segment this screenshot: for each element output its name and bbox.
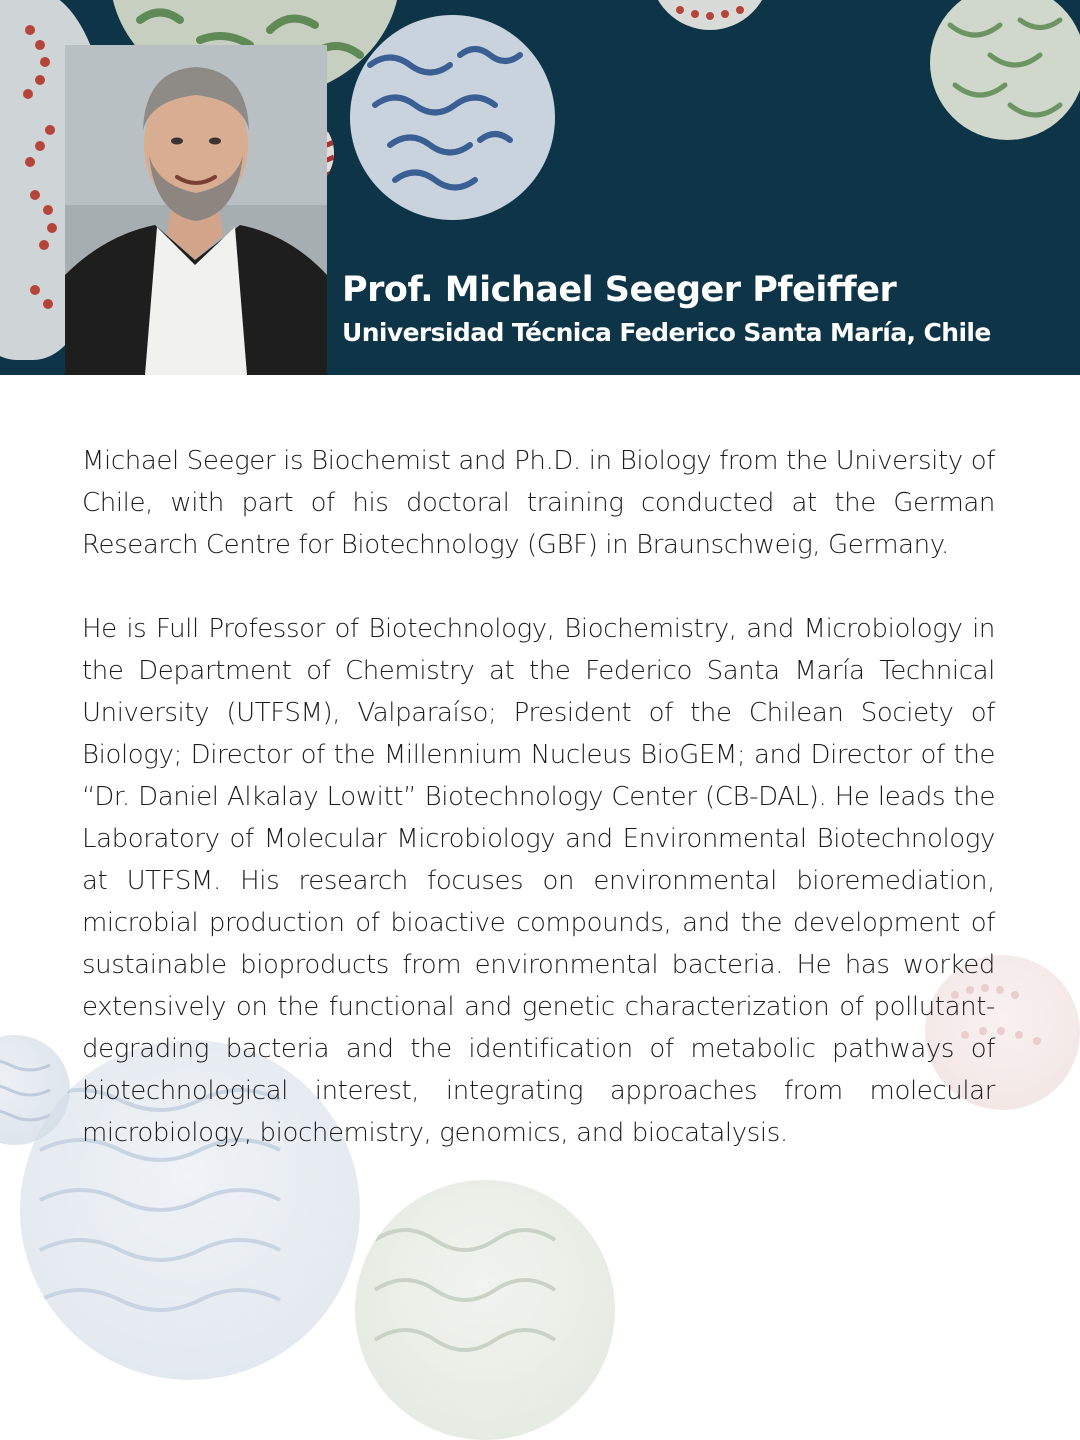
microbe-bubble-red-small-top-icon xyxy=(650,0,770,30)
speaker-name: Prof. Michael Seeger Pfeiffer xyxy=(342,270,897,310)
speaker-affiliation: Universidad Técnica Federico Santa María, Chile xyxy=(342,318,991,347)
deco-bubble-bottom-center xyxy=(355,1180,615,1440)
speaker-bio xyxy=(82,440,995,1196)
bio-paragraph-education: Michael Seeger is Biochemist and Ph.D. in Biology from the University of Chile, with part of his doctoral training conducted at the German Research Centre for Biotechnology (GBF) in Braunschweig, Germany. xyxy=(82,446,995,560)
microbe-bubble-blue-center-icon xyxy=(350,15,555,220)
speaker-portrait-photo xyxy=(65,45,327,375)
speaker-header xyxy=(0,0,1080,375)
microbe-bubble-green-right-icon xyxy=(930,0,1080,140)
bio-paragraph-career: He is Full Professor of Biotechnology, Biochemistry, and Microbiology in the Department of Chemistry at the Federico Santa María Technical University (UTFSM), Valparaíso; President of the Chilean Society of Biology; Director of the Millennium Nucleus BioGEM; and Director of the “Dr. Daniel Alkalay Lowitt” Biotechnology Center (CB-DAL). He leads the Laboratory of Molecular Microbiology and Environmental Biotechnology at UTFSM. His research focuses on environmental bioremediation, microbial production of bioactive compounds, and the development of sustainable bioproducts from environmental bacteria. He has worked extensively on the functional and genetic characterization of pollutant-degrading bacteria and the identification of metabolic pathways of biotechnological interest, integrating approaches from molecular microbiology, biochemistry, genomics, and biocatalysis. xyxy=(82,614,995,1148)
